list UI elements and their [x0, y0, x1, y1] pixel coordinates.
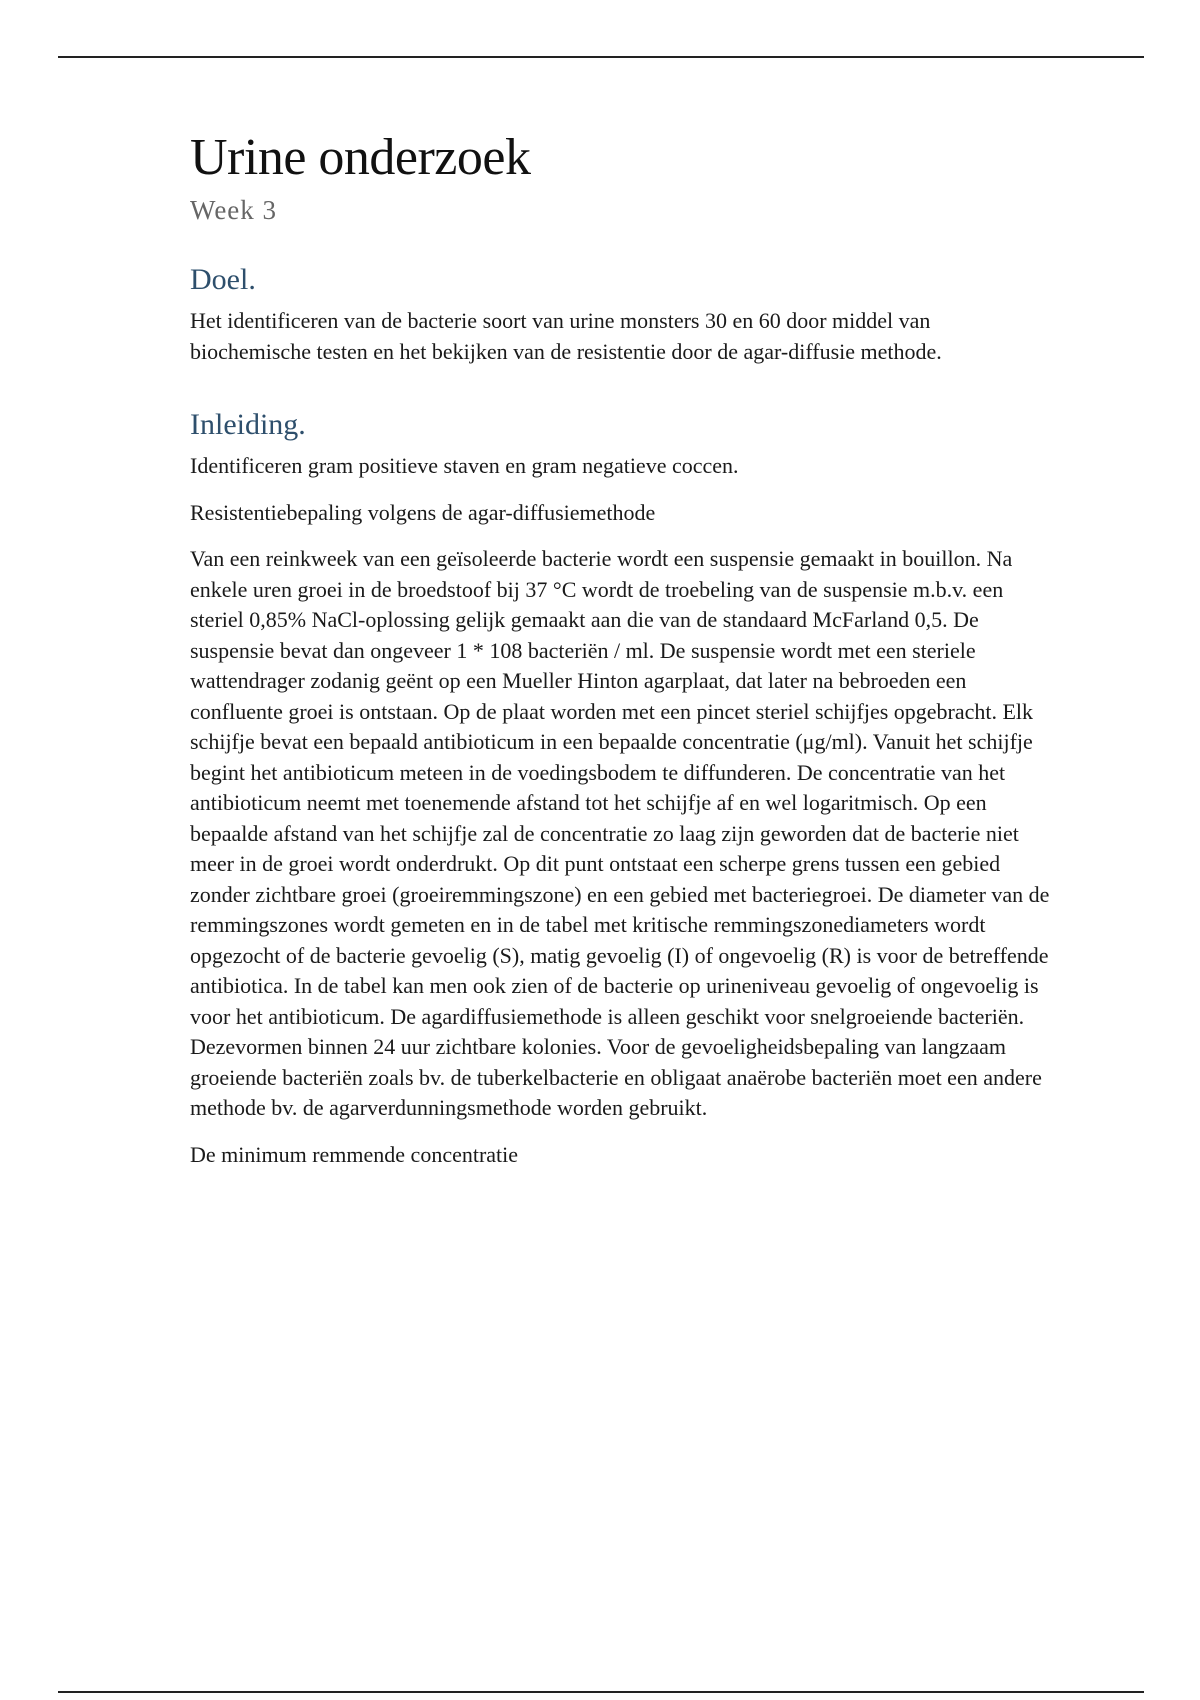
- inleiding-paragraph-identificeren: Identificeren gram positieve staven en gram negatieve coccen.: [190, 453, 739, 479]
- inleiding-paragraph-suspensie: Van een reinkweek van een geïsoleerde bacterie wordt een suspensie gemaakt in bouillon. Na enkele uren groei in de broedstoof bij 37 °C wordt de troebeling van de suspensie m.b.v. een steriel 0,85% NaCl-oplossing gelijk gemaakt aan die van de standaard McFarland 0,5. De suspensie bevat dan ongeveer 1 * 108 bacteriën / ml. De suspensie wordt met een steriele wattendrager zodanig geënt op een Mueller Hinton agarplaat, dat later na bebroeden een confluente groei is ontstaan. Op de plaat worden met een pincet steriel schijfjes opgebracht. Elk schijfje bevat een bepaald antibioticum in een bepaalde concentratie (μg/ml). Vanuit het schijfje begint het antibioticum meteen in de voedingsbodem te diffunderen. De concentratie van het antibioticum neemt met toenemende afstand tot het schijfje af en wel logaritmisch. Op een bepaalde afstand van het schijfje zal de concentratie zo laag zijn geworden dat de bacterie niet meer in de groei wordt onderdrukt. Op dit punt ontstaat een scherpe grens tussen een gebied zonder zichtbare groei (groeiremmingszone) en een gebied met bacteriegroei. De diameter van de remmingszones wordt gemeten en in de tabel met kritische remmingszonediameters wordt opgezocht of de bacterie gevoelig (S), matig gevoelig (I) of ongevoelig (R) is voor de betreffende antibiotica. In de tabel kan men ook zien of de bacterie op urineniveau gevoelig of ongevoelig is voor het antibioticum. De agardiffusiemethode is alleen geschikt voor snelgroeiende bacteriën. Dezevormen binnen 24 uur zichtbare kolonies. Voor de gevoeligheidsbepaling van langzaam groeiende bacteriën zoals bv. de tuberkelbacterie en obligaat anaërobe bacteriën moet een andere methode bv. de agarverdunningsmethode worden gebruikt.: [190, 546, 1050, 1121]
- top-rule: [58, 56, 1144, 58]
- inleiding-paragraph-mrc: De minimum remmende concentratie: [190, 1141, 519, 1167]
- inleiding-paragraph-resistentiebepaling: Resistentiebepaling volgens de agar-diffusiemethode: [190, 499, 656, 525]
- document-subtitle: Week 3: [190, 194, 278, 225]
- doel-paragraph: Het identificeren van de bacterie soort van urine monsters 30 en 60 door middel van biochemische testen en het bekijken van de resistentie door de agar-diffusie methode.: [190, 308, 942, 364]
- document-body: [190, 128, 1050, 1170]
- section-heading-inleiding: Inleiding.: [190, 408, 306, 442]
- section-heading-doel: Doel.: [190, 263, 256, 297]
- document-title: Urine onderzoek: [190, 129, 531, 186]
- bottom-rule: [58, 1691, 1144, 1693]
